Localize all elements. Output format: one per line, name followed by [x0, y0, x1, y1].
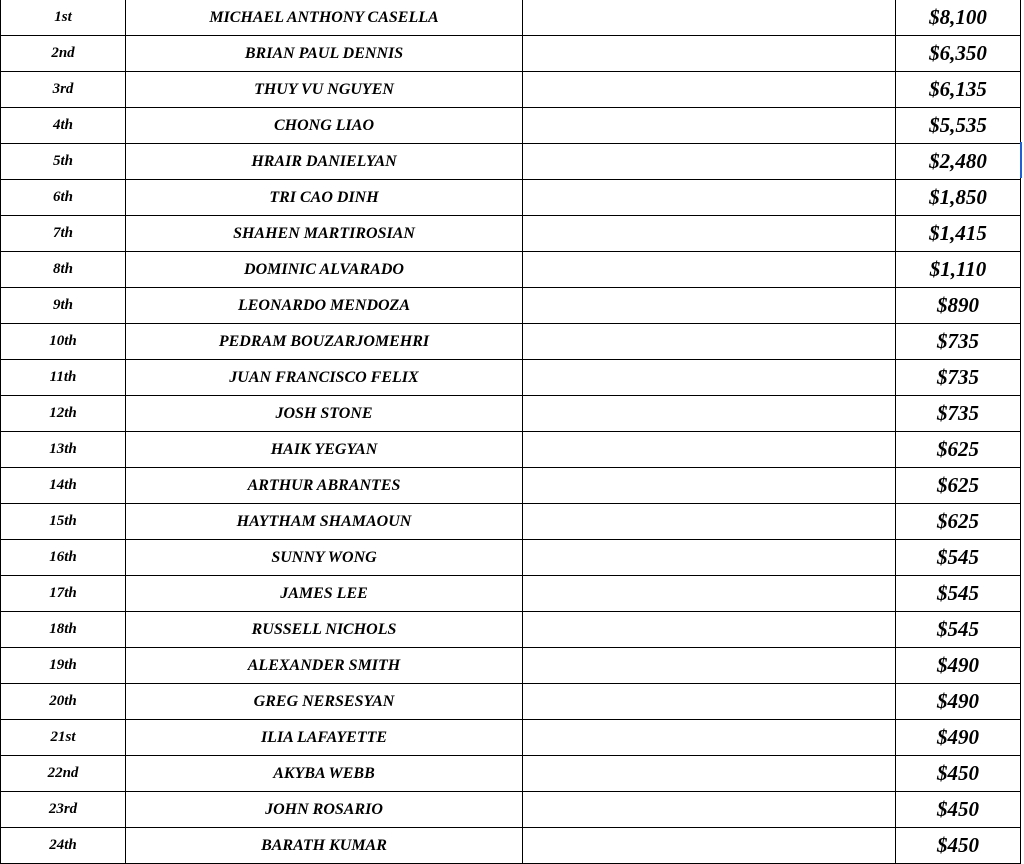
prize-amount-cell[interactable]: $450: [896, 792, 1021, 828]
table-row: [1, 144, 1021, 180]
empty-cell[interactable]: [523, 324, 896, 360]
empty-cell[interactable]: [523, 504, 896, 540]
player-name-cell[interactable]: AKYBA WEBB: [126, 756, 523, 792]
place-cell[interactable]: 12th: [1, 396, 126, 432]
empty-cell[interactable]: [523, 180, 896, 216]
table-row: [1, 720, 1021, 756]
empty-cell[interactable]: [523, 72, 896, 108]
place-cell[interactable]: 18th: [1, 612, 126, 648]
place-cell[interactable]: 17th: [1, 576, 126, 612]
prize-amount-cell[interactable]: $890: [896, 288, 1021, 324]
player-name-cell[interactable]: LEONARDO MENDOZA: [126, 288, 523, 324]
player-name-cell[interactable]: SHAHEN MARTIROSIAN: [126, 216, 523, 252]
table-row: [1, 612, 1021, 648]
prize-amount-cell[interactable]: $545: [896, 540, 1021, 576]
prize-amount-cell[interactable]: $490: [896, 684, 1021, 720]
place-cell[interactable]: 3rd: [1, 72, 126, 108]
empty-cell[interactable]: [523, 432, 896, 468]
cell-selection-edge: [1020, 142, 1022, 178]
place-cell[interactable]: 2nd: [1, 36, 126, 72]
table-row: [1, 288, 1021, 324]
empty-cell[interactable]: [523, 108, 896, 144]
player-name-cell[interactable]: HAYTHAM SHAMAOUN: [126, 504, 523, 540]
player-name-cell[interactable]: GREG NERSESYAN: [126, 684, 523, 720]
prize-amount-cell[interactable]: $625: [896, 468, 1021, 504]
place-cell[interactable]: 23rd: [1, 792, 126, 828]
prize-amount-cell[interactable]: $1,850: [896, 180, 1021, 216]
prize-amount-cell[interactable]: $625: [896, 504, 1021, 540]
place-cell[interactable]: 10th: [1, 324, 126, 360]
table-row: [1, 468, 1021, 504]
player-name-cell[interactable]: JUAN FRANCISCO FELIX: [126, 360, 523, 396]
empty-cell[interactable]: [523, 288, 896, 324]
player-name-cell[interactable]: TRI CAO DINH: [126, 180, 523, 216]
table-row: [1, 0, 1021, 36]
empty-cell[interactable]: [523, 648, 896, 684]
player-name-cell[interactable]: JOHN ROSARIO: [126, 792, 523, 828]
empty-cell[interactable]: [523, 396, 896, 432]
place-cell[interactable]: 19th: [1, 648, 126, 684]
place-cell[interactable]: 14th: [1, 468, 126, 504]
player-name-cell[interactable]: SUNNY WONG: [126, 540, 523, 576]
empty-cell[interactable]: [523, 144, 896, 180]
place-cell[interactable]: 1st: [1, 0, 126, 36]
prize-amount-cell[interactable]: $5,535: [896, 108, 1021, 144]
empty-cell[interactable]: [523, 720, 896, 756]
player-name-cell[interactable]: HRAIR DANIELYAN: [126, 144, 523, 180]
place-cell[interactable]: 7th: [1, 216, 126, 252]
place-cell[interactable]: 5th: [1, 144, 126, 180]
prize-amount-cell[interactable]: $490: [896, 720, 1021, 756]
player-name-cell[interactable]: THUY VU NGUYEN: [126, 72, 523, 108]
place-cell[interactable]: 9th: [1, 288, 126, 324]
place-cell[interactable]: 6th: [1, 180, 126, 216]
player-name-cell[interactable]: MICHAEL ANTHONY CASELLA: [126, 0, 523, 36]
table-row: [1, 684, 1021, 720]
table-row: [1, 36, 1021, 72]
results-table-body: [1, 0, 1021, 864]
empty-cell[interactable]: [523, 360, 896, 396]
table-row: [1, 792, 1021, 828]
player-name-cell[interactable]: PEDRAM BOUZARJOMEHRI: [126, 324, 523, 360]
prize-amount-cell[interactable]: $625: [896, 432, 1021, 468]
player-name-cell[interactable]: ILIA LAFAYETTE: [126, 720, 523, 756]
table-row: [1, 576, 1021, 612]
place-cell[interactable]: 8th: [1, 252, 126, 288]
empty-cell[interactable]: [523, 828, 896, 864]
prize-amount-cell[interactable]: $490: [896, 648, 1021, 684]
player-name-cell[interactable]: DOMINIC ALVARADO: [126, 252, 523, 288]
prize-amount-cell[interactable]: $450: [896, 828, 1021, 864]
table-row: [1, 324, 1021, 360]
prize-amount-cell[interactable]: $735: [896, 324, 1021, 360]
table-row: [1, 396, 1021, 432]
place-cell[interactable]: 13th: [1, 432, 126, 468]
table-row: [1, 72, 1021, 108]
table-row: [1, 432, 1021, 468]
player-name-cell[interactable]: BRIAN PAUL DENNIS: [126, 36, 523, 72]
empty-cell[interactable]: [523, 216, 896, 252]
table-row: [1, 180, 1021, 216]
prize-amount-cell[interactable]: $1,415: [896, 216, 1021, 252]
empty-cell[interactable]: [523, 468, 896, 504]
empty-cell[interactable]: [523, 252, 896, 288]
prize-amount-cell[interactable]: $450: [896, 756, 1021, 792]
prize-amount-cell[interactable]: $2,480: [896, 144, 1021, 180]
prize-amount-cell[interactable]: $735: [896, 396, 1021, 432]
table-row: [1, 252, 1021, 288]
place-cell[interactable]: 21st: [1, 720, 126, 756]
empty-cell[interactable]: [523, 0, 896, 36]
prize-amount-cell[interactable]: $735: [896, 360, 1021, 396]
table-row: [1, 216, 1021, 252]
empty-cell[interactable]: [523, 684, 896, 720]
place-cell[interactable]: 22nd: [1, 756, 126, 792]
player-name-cell[interactable]: RUSSELL NICHOLS: [126, 612, 523, 648]
player-name-cell[interactable]: JOSH STONE: [126, 396, 523, 432]
prize-amount-cell[interactable]: $8,100: [896, 0, 1021, 36]
table-row: [1, 504, 1021, 540]
table-row: [1, 648, 1021, 684]
table-row: [1, 108, 1021, 144]
empty-cell[interactable]: [523, 792, 896, 828]
empty-cell[interactable]: [523, 540, 896, 576]
place-cell[interactable]: 4th: [1, 108, 126, 144]
place-cell[interactable]: 15th: [1, 504, 126, 540]
prize-amount-cell[interactable]: $6,350: [896, 36, 1021, 72]
prize-amount-cell[interactable]: $545: [896, 612, 1021, 648]
place-cell[interactable]: 20th: [1, 684, 126, 720]
player-name-cell[interactable]: ALEXANDER SMITH: [126, 648, 523, 684]
prize-amount-cell[interactable]: $6,135: [896, 72, 1021, 108]
player-name-cell[interactable]: CHONG LIAO: [126, 108, 523, 144]
place-cell[interactable]: 24th: [1, 828, 126, 864]
place-cell[interactable]: 16th: [1, 540, 126, 576]
player-name-cell[interactable]: BARATH KUMAR: [126, 828, 523, 864]
player-name-cell[interactable]: JAMES LEE: [126, 576, 523, 612]
prize-amount-cell[interactable]: $1,110: [896, 252, 1021, 288]
empty-cell[interactable]: [523, 576, 896, 612]
empty-cell[interactable]: [523, 36, 896, 72]
table-row: [1, 756, 1021, 792]
place-cell[interactable]: 11th: [1, 360, 126, 396]
table-row: [1, 540, 1021, 576]
table-row: [1, 828, 1021, 864]
player-name-cell[interactable]: ARTHUR ABRANTES: [126, 468, 523, 504]
player-name-cell[interactable]: HAIK YEGYAN: [126, 432, 523, 468]
prize-amount-cell[interactable]: $545: [896, 576, 1021, 612]
empty-cell[interactable]: [523, 612, 896, 648]
table-row: [1, 360, 1021, 396]
empty-cell[interactable]: [523, 756, 896, 792]
